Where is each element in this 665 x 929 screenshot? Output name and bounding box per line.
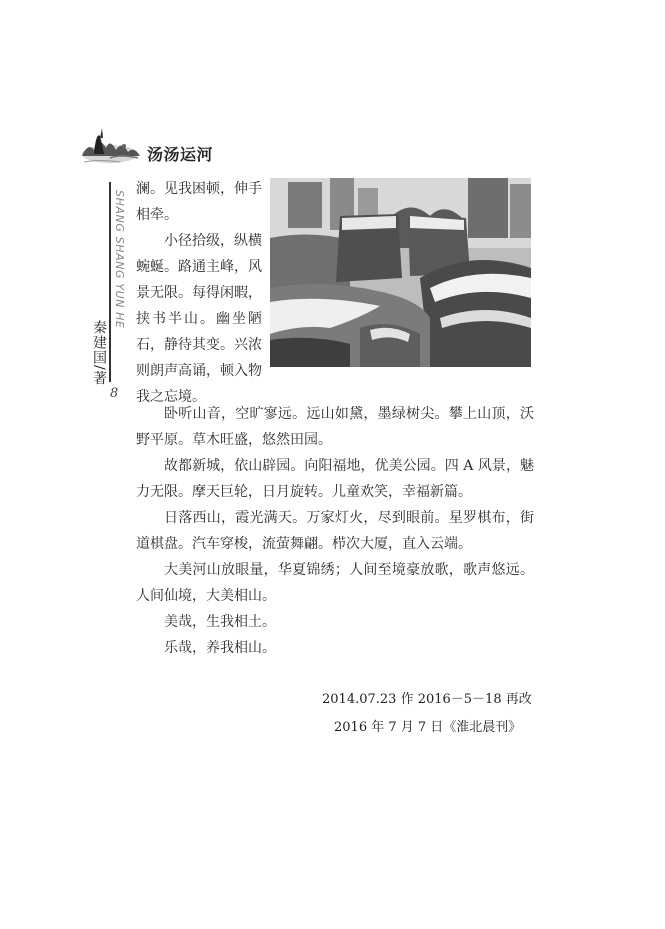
paragraph: 乐哉，养我相山。 [164,640,276,656]
paragraph: 澜。见我困顿，伸手相牵。 [136,181,262,223]
paragraph: 大美河山放眼量，华夏锦绣；人间至境豪放歌，歌声悠远。人间仙境，大美相山。 [136,562,534,604]
body-text [136,401,534,661]
paragraph: 日落西山，霞光满天。万家灯火，尽到眼前。星罗棋布，街道棋盘。汽车穿梭，流萤舞翩。栉次大厦，直入云端。 [136,510,534,552]
paragraph: 小径拾级，纵横蜿蜒。路通主峰，风景无限。每得闲暇，挟书半山。幽坐陋石，静待其变。兴浓则朗声高诵，顿入物我之忘境。 [136,233,262,405]
wrapped-text-column [136,176,262,410]
paragraph: 美哉，生我相土。 [164,614,276,630]
paragraph: 故都新城，依山辟园。向阳福地，优美公园。四 A 风景，魅力无限。摩天巨轮，日月旋转。儿童欢笑，幸福新篇。 [136,458,534,500]
roman-title: SHANG SHANG YUN HE [113,190,126,329]
book-title: 汤汤运河 [147,145,214,164]
sidebar-rule [109,182,111,382]
date-signature: 2014.07.23 作 2016－5－18 再改 [322,692,532,707]
publication-source: 2016 年 7 月 7 日《淮北晨刊》 [334,720,522,735]
ink-landscape-logo [80,124,142,168]
photo-stone-ruins-snow [270,178,531,367]
paragraph: 卧听山音，空旷寥远。远山如黛，墨绿树尖。攀上山顶，沃野平原。草木旺盛，悠然田园。 [136,406,534,448]
author-name: 秦建国/著 [91,320,107,386]
page-number: 8 [110,386,119,401]
